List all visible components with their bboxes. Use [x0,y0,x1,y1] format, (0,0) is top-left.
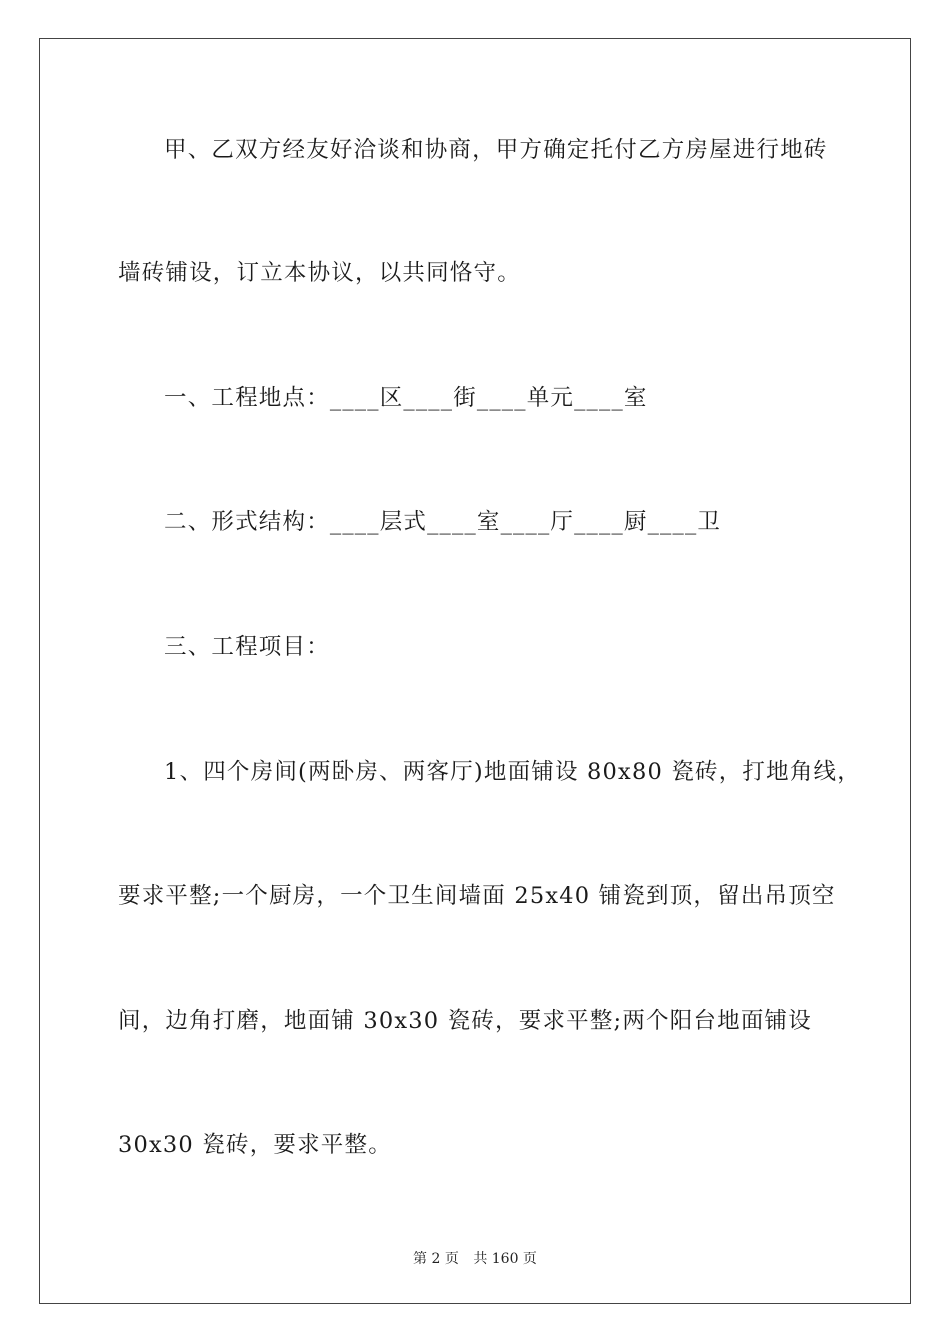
item-1-line-2: 要求平整;一个厨房，一个卫生间墙面 25x40 铺瓷到顶，留出吊顶空 [118,883,836,909]
paragraph-line-1: 甲、乙双方经友好洽谈和协商，甲方确定托付乙方房屋进行地砖 [164,137,828,163]
page-total: 共 160 页 [473,1251,537,1267]
page-border [39,38,911,1304]
item-1-line-1: 1、四个房间(两卧房、两客厅)地面铺设 80x80 瓷砖，打地角线， [164,759,861,785]
item-1-line-3: 间，边角打磨，地面铺 30x30 瓷砖，要求平整;两个阳台地面铺设 [118,1008,812,1034]
item-1-line-4: 30x30 瓷砖，要求平整。 [118,1132,392,1158]
section-project-items-heading: 三、工程项目： [164,634,330,660]
page-footer [0,1248,950,1268]
paragraph-line-2: 墙砖铺设，订立本协议，以共同恪守。 [118,260,521,286]
section-structure-form: 二、形式结构：____层式____室____厅____厨____卫 [164,509,722,535]
section-project-location: 一、工程地点：____区____街____单元____室 [164,385,648,411]
page-number: 第 2 页 [413,1251,459,1267]
